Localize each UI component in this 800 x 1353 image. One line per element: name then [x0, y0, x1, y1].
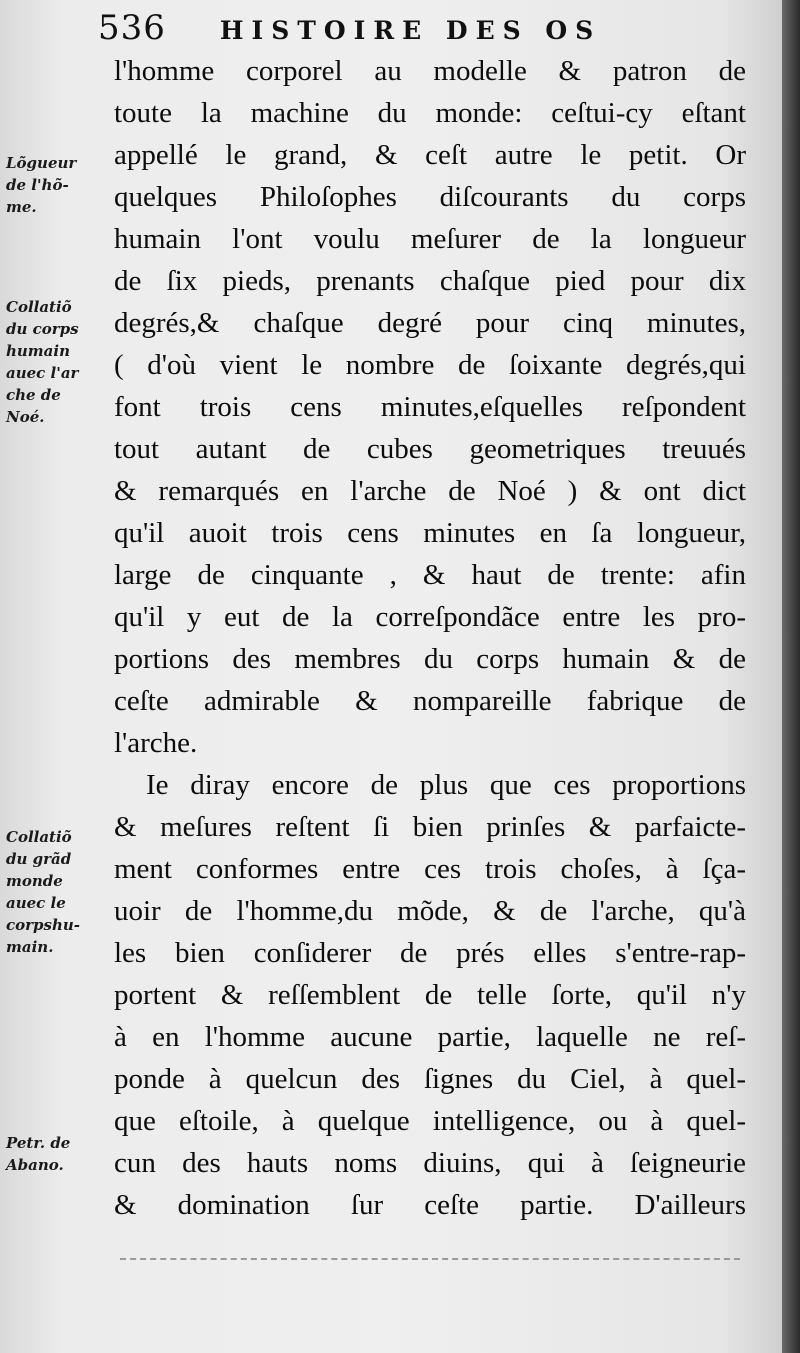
- text-line: l'homme corporel au modelle & patron de: [114, 55, 746, 87]
- text-line: & domination ſur ceſte partie. D'ailleurs: [114, 1189, 746, 1221]
- text-line: quelques Philoſophes diſcourants du corps: [114, 181, 746, 213]
- main-text-block: [114, 50, 746, 1226]
- text-line: & meſures reſtent ſi bien prinſes & parfaicte-: [114, 811, 746, 843]
- text-line: & remarqués en l'arche de Noé ) & ont dict: [114, 475, 746, 507]
- margin-note-line: auec le: [6, 894, 66, 912]
- margin-note-line: Abano.: [6, 1156, 64, 1174]
- text-line: cun des hauts noms diuins, qui à ſeigneurie: [114, 1147, 746, 1179]
- text-line: que eſtoile, à quelque intelligence, ou à quel-: [114, 1105, 746, 1137]
- margin-note-collatio-arche: [6, 296, 106, 428]
- page-edge-shadow: [782, 0, 800, 1353]
- text-line: humain l'ont voulu meſurer de la longueur: [114, 223, 746, 255]
- text-line: large de cinquante , & haut de trente: afin: [114, 559, 746, 591]
- page-number: 536: [98, 8, 166, 48]
- text-line: portent & reſſemblent de telle ſorte, qu'il n'y: [114, 979, 746, 1011]
- margin-note-line: Collatiõ: [6, 298, 72, 316]
- text-line: ponde à quelcun des ſignes du Ciel, à quel-: [114, 1063, 746, 1095]
- text-line: les bien conſiderer de prés elles s'entre-rap-: [114, 937, 746, 969]
- text-line: qu'il auoit trois cens minutes en ſa longueur,: [114, 517, 746, 549]
- margin-note-line: monde: [6, 872, 63, 890]
- text-line: font trois cens minutes,eſquelles reſpondent: [114, 391, 746, 423]
- margin-note-longueur: [6, 152, 106, 218]
- text-line: l'arche.: [114, 727, 198, 759]
- margin-note-line: main.: [6, 938, 54, 956]
- margin-note-line: de l'hõ-: [6, 176, 69, 194]
- margin-note-line: Noé.: [6, 408, 45, 426]
- paragraph-start-line: Ie diray encore de plus que ces proportions: [146, 769, 746, 801]
- margin-note-line: corpshu-: [6, 916, 81, 934]
- text-line: ( d'où vient le nombre de ſoixante degrés,qui: [114, 349, 746, 381]
- margin-note-line: che de: [6, 386, 61, 404]
- margin-note-line: du grãd: [6, 850, 72, 868]
- text-line: à en l'homme aucune partie, laquelle ne reſ-: [114, 1021, 746, 1053]
- text-line: qu'il y eut de la correſpondãce entre les pro-: [114, 601, 746, 633]
- margin-note-line: du corps: [6, 320, 79, 338]
- margin-note-line: humain: [6, 342, 71, 360]
- margin-note-line: Collatiõ: [6, 828, 72, 846]
- text-line: ceſte admirable & nompareille fabrique de: [114, 685, 746, 717]
- text-line: portions des membres du corps humain & de: [114, 643, 746, 675]
- margin-note-line: me.: [6, 198, 37, 216]
- text-line: uoir de l'homme,du mõde, & de l'arche, qu'à: [114, 895, 746, 927]
- text-line: tout autant de cubes geometriques treuués: [114, 433, 746, 465]
- page-header: [98, 8, 758, 54]
- margin-note-collatio-monde: [6, 826, 106, 958]
- margin-note-line: Petr. de: [6, 1134, 71, 1152]
- text-line: toute la machine du monde: ceſtui-cy eſtant: [114, 97, 746, 129]
- margin-note-petrus-abano: [6, 1132, 106, 1176]
- text-line: appellé le grand, & ceſt autre le petit. Or: [114, 139, 746, 171]
- text-line: degrés,& chaſque degré pour cinq minutes,: [114, 307, 746, 339]
- running-head: HISTOIRE DES OS: [219, 16, 602, 45]
- margin-note-line: Lõgueur: [6, 154, 77, 172]
- text-line: ment conformes entre ces trois choſes, à ſça-: [114, 853, 746, 885]
- text-line: de ſix pieds, prenants chaſque pied pour dix: [114, 265, 746, 297]
- margin-note-line: auec l'ar: [6, 364, 79, 382]
- bleed-through-rule: [120, 1258, 740, 1260]
